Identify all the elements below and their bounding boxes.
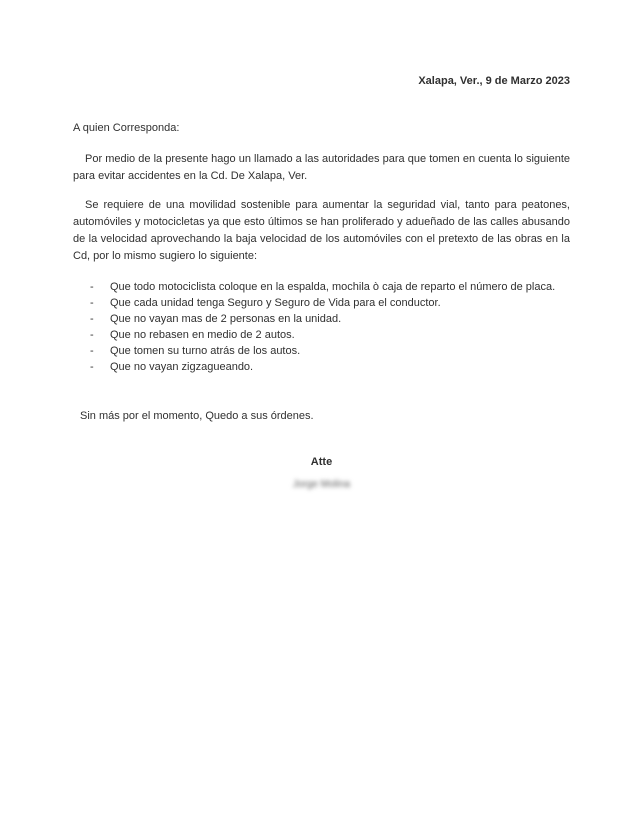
list-item — [73, 279, 570, 295]
list-item — [73, 327, 570, 343]
paragraph-intro: Por medio de la presente hago un llamado a las autoridades para que tomen en cuenta lo siguiente para evitar accidentes en la Cd. De Xalapa, Ver. — [73, 153, 570, 182]
paragraph-body: Se requiere de una movilidad sostenible para aumentar la seguridad vial, tanto para peatones, automóviles y motocicletas ya que esto últimos se han proliferado y adueñado de las calles abusando de la velocidad aprovechando la baja velocidad de los automóviles con el pretexto de las obras en la Cd, por lo mismo sugiero lo siguiente: — [73, 199, 570, 262]
bullet-marker: - — [90, 361, 94, 373]
salutation: A quien Corresponda: — [73, 122, 180, 134]
list-item — [73, 295, 570, 311]
list-item — [73, 359, 570, 375]
list-item-text: Que no vayan mas de 2 personas en la unidad. — [110, 313, 342, 325]
list-item-text: Que no rebasen en medio de 2 autos. — [110, 329, 295, 341]
signature-name: Jorge Molina — [292, 479, 351, 490]
signoff: Atte — [310, 456, 333, 468]
suggestions-list — [73, 279, 570, 375]
bullet-marker: - — [90, 313, 94, 325]
list-item-text: Que cada unidad tenga Seguro y Seguro de Vida para el conductor. — [110, 297, 441, 309]
list-item-text: Que todo motociclista coloque en la espalda, mochila ò caja de reparto el número de placa. — [110, 281, 556, 293]
list-item — [73, 311, 570, 327]
bullet-marker: - — [90, 345, 94, 357]
bullet-marker: - — [90, 297, 94, 309]
bullet-marker: - — [90, 329, 94, 341]
date-line: Xalapa, Ver., 9 de Marzo 2023 — [418, 75, 570, 87]
bullet-marker: - — [90, 281, 94, 293]
list-item-text: Que tomen su turno atrás de los autos. — [110, 345, 301, 357]
list-item — [73, 343, 570, 359]
closing-line: Sin más por el momento, Quedo a sus órdenes. — [80, 410, 314, 422]
list-item-text: Que no vayan zigzagueando. — [110, 361, 254, 373]
